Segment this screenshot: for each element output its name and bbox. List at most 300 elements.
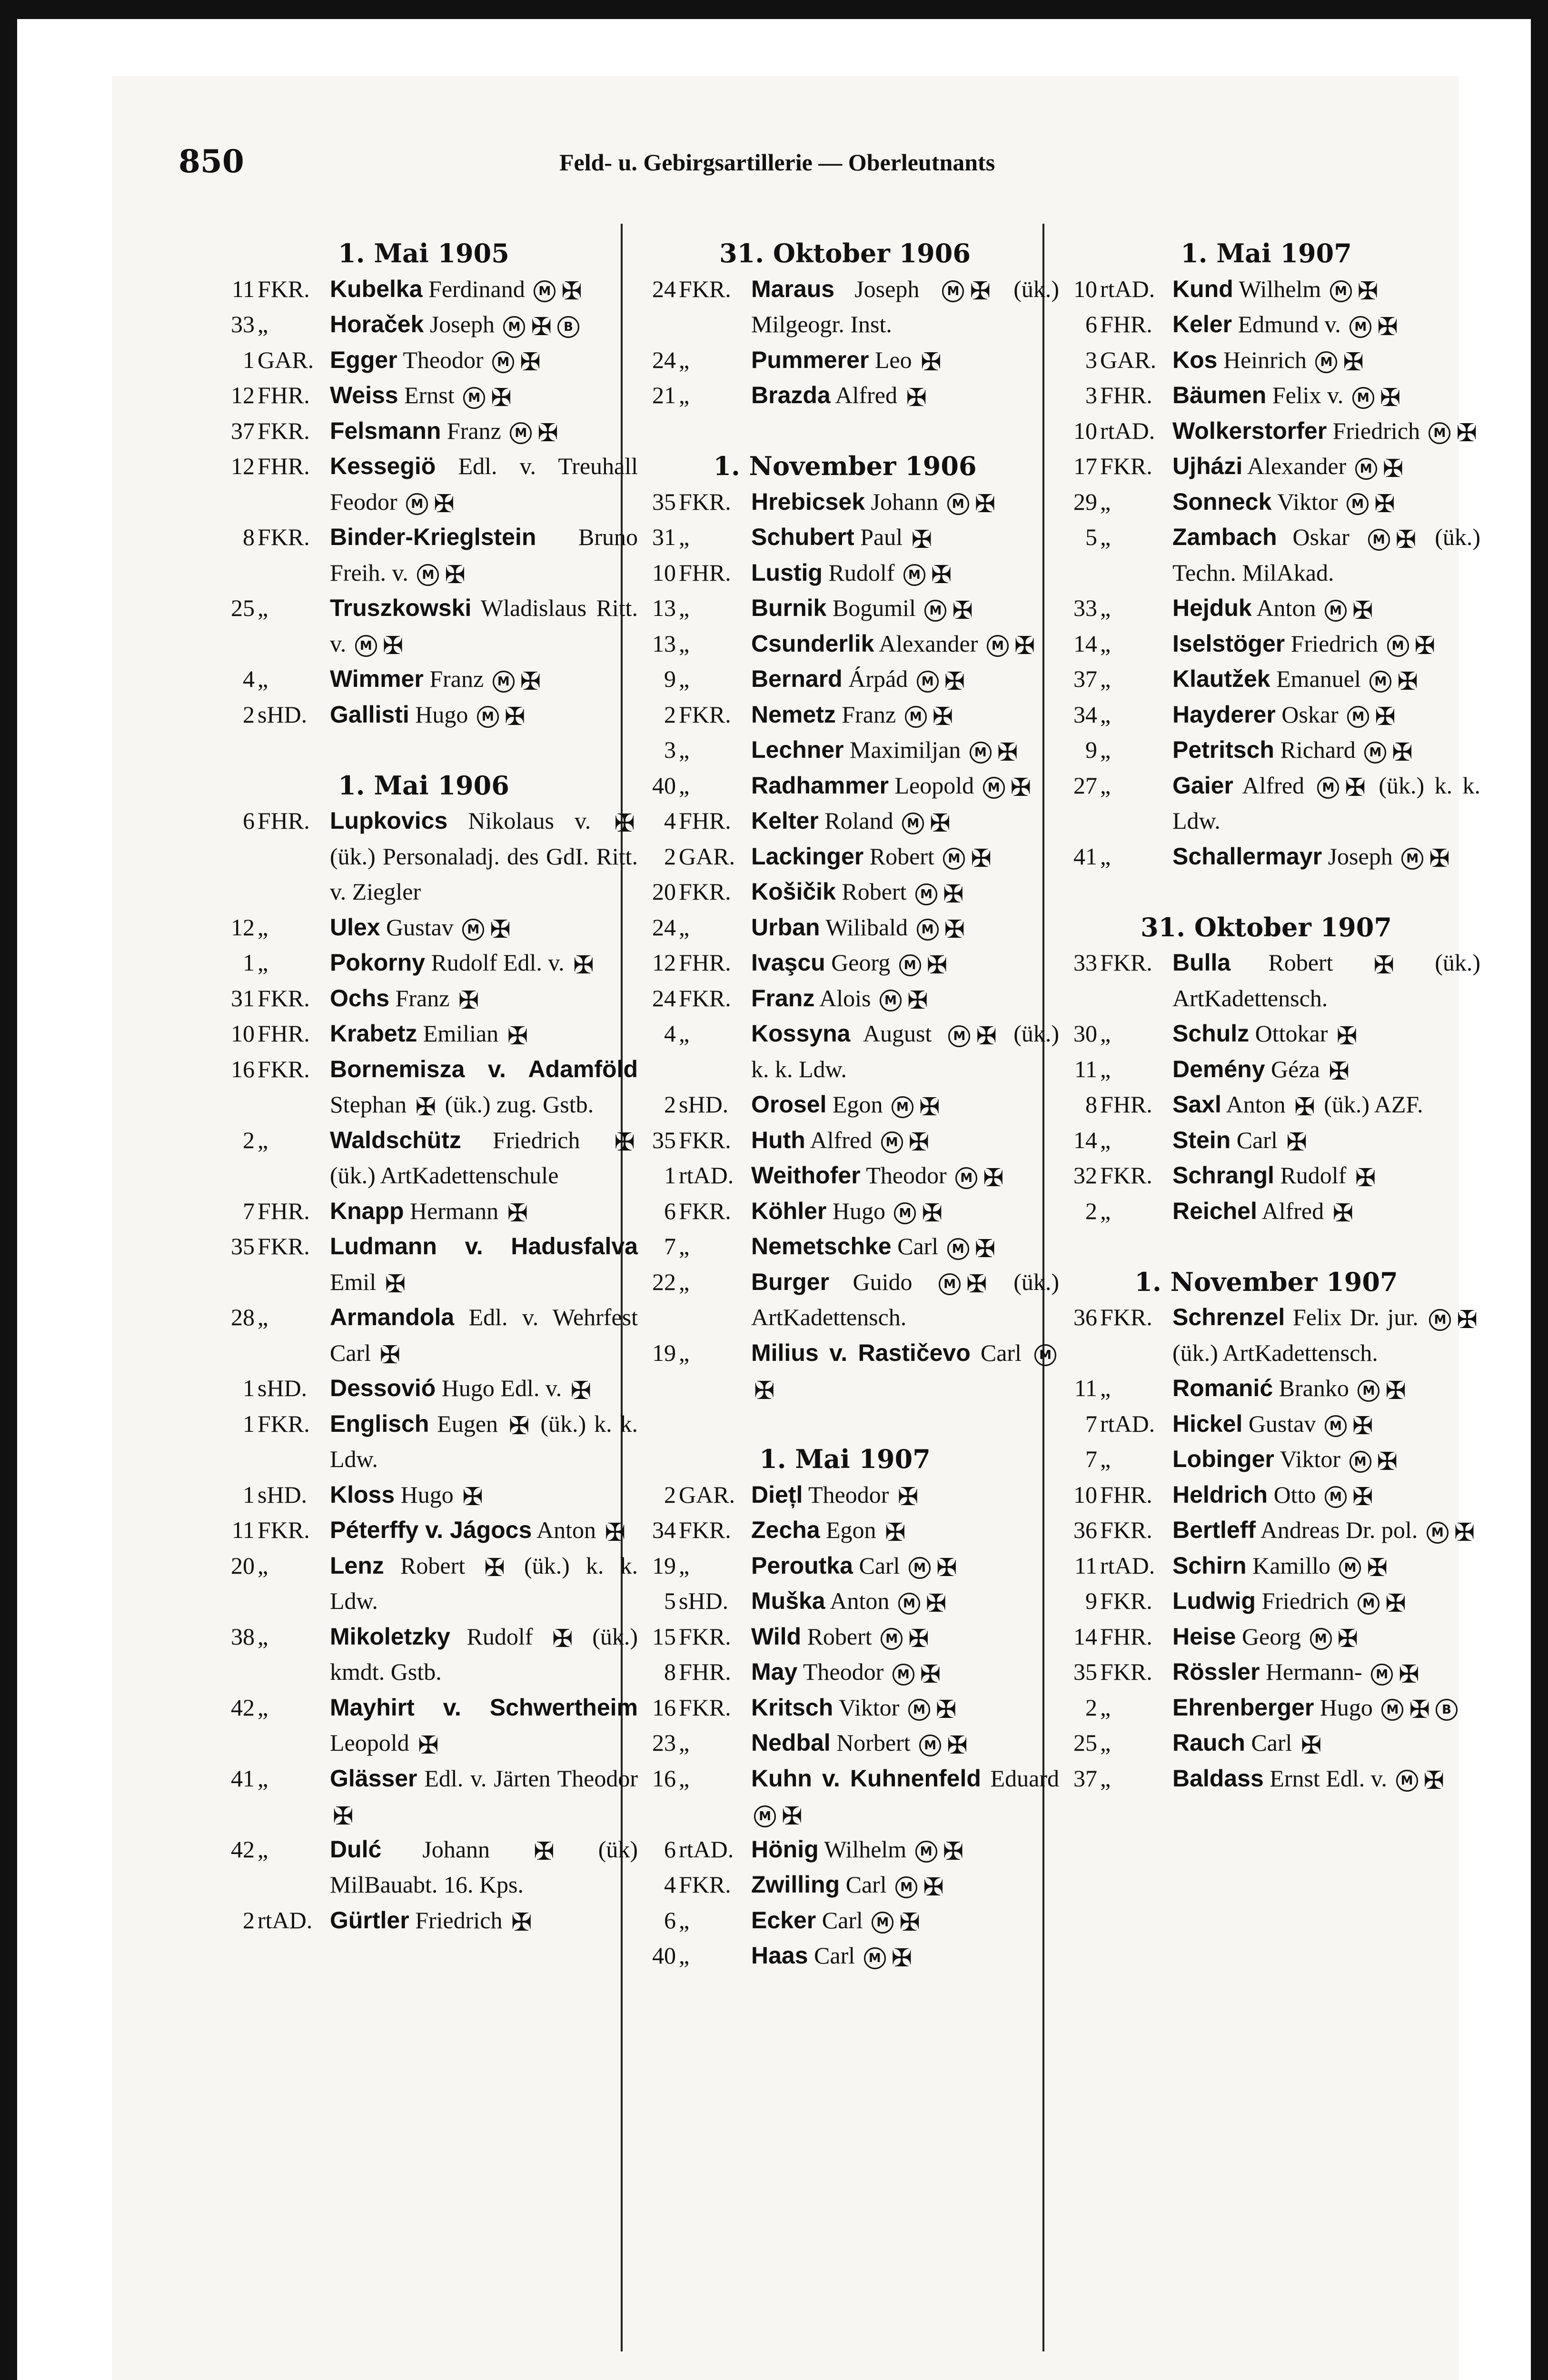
roster-entry: [1052, 1690, 1480, 1726]
entry-unit-number: [209, 271, 331, 307]
entry-text: [751, 910, 1059, 945]
roster-entry: [631, 1264, 1059, 1335]
cross-decoration-icon: ✠: [936, 1554, 957, 1583]
unit-abbrev: FHR.: [679, 949, 731, 976]
unit-abbrev: FHR.: [1100, 311, 1152, 337]
entry-text: [330, 1761, 638, 1832]
entry-text: [1172, 1761, 1480, 1796]
officer-surname: Iselstöger: [1172, 630, 1285, 657]
unit-abbrev: „: [679, 1765, 690, 1792]
cross-decoration-icon: ✠: [1379, 383, 1401, 412]
entry-unit-number: [1052, 413, 1173, 449]
roster-entry: [209, 271, 638, 307]
roster-entry: [209, 519, 638, 590]
officer-given-name: Andreas Dr. pol.: [1260, 1517, 1418, 1543]
officer-given-name: Anton: [1256, 595, 1316, 621]
entry-text: [330, 307, 638, 342]
entry-text: [330, 271, 638, 307]
officer-given-name: Árpád: [848, 665, 908, 692]
regiment-number: 33: [1073, 595, 1097, 621]
entry-text: [1172, 1299, 1480, 1370]
roster-entry: [1052, 1087, 1480, 1122]
entry-unit-number: [1052, 271, 1173, 307]
cross-decoration-icon: ✠: [1392, 738, 1413, 767]
officer-given-name: Wilibald: [825, 913, 908, 941]
officer-given-name: Carl: [845, 1871, 887, 1898]
officer-surname: Mayhirt v. Schwertheim: [330, 1694, 638, 1721]
entry-unit-number: [631, 1477, 752, 1513]
regiment-number: 10: [1073, 1481, 1097, 1508]
unit-abbrev: „: [1100, 772, 1111, 799]
regiment-number: 5: [1085, 524, 1097, 550]
unit-abbrev: sHD.: [258, 701, 308, 728]
medal-decoration-icon: M: [1401, 848, 1423, 870]
officer-given-name: Edmund v.: [1238, 311, 1341, 337]
entry-text: [330, 1016, 638, 1051]
entry-unit-number: [631, 697, 752, 733]
unit-abbrev: FKR.: [1100, 949, 1152, 976]
entry-unit-number: [631, 1903, 752, 1938]
roster-entry: [209, 307, 638, 342]
section-date: 1. Mai 1907: [759, 1444, 931, 1474]
roster-entry: [1052, 413, 1480, 449]
officer-surname: Gürtler: [330, 1906, 409, 1934]
entry-unit-number: [1052, 1548, 1173, 1584]
cross-decoration-icon: ✠: [415, 1092, 437, 1121]
medal-decoration-icon: M: [1034, 1344, 1056, 1366]
entry-text: [1172, 484, 1480, 520]
officer-surname: Sonneck: [1172, 488, 1272, 515]
medal-decoration-icon: M: [1429, 1309, 1451, 1331]
roster-entry: [209, 1761, 638, 1832]
cross-decoration-icon: ✠: [906, 383, 927, 412]
cross-decoration-icon: ✠: [333, 1802, 354, 1831]
regiment-number: 37: [1073, 1765, 1097, 1792]
officer-given-name: Ernst: [404, 382, 455, 408]
regiment-number: 13: [652, 630, 676, 657]
regiment-number: 9: [1085, 1587, 1097, 1614]
roster-entry: [1052, 1654, 1480, 1690]
entry-unit-number: [631, 1512, 752, 1548]
entry-unit-number: [631, 555, 752, 591]
entry-text: [1172, 839, 1480, 874]
officer-given-name: Maximiljan: [850, 736, 961, 763]
regiment-number: 10: [231, 1020, 255, 1047]
regiment-number: 14: [1073, 630, 1097, 657]
cross-decoration-icon: ✠: [947, 1731, 968, 1760]
regiment-number: 29: [1073, 488, 1097, 515]
entry-text: [330, 413, 638, 449]
entry-text: [751, 1725, 1059, 1761]
unit-abbrev: „: [258, 949, 268, 976]
unit-abbrev: sHD.: [679, 1587, 729, 1614]
regiment-number: 2: [664, 701, 676, 728]
entry-text: [751, 661, 1059, 697]
cross-decoration-icon: ✠: [930, 809, 951, 838]
officer-surname: Bornemisza v. Adamföld: [330, 1055, 638, 1082]
unit-abbrev: FHR.: [679, 559, 731, 586]
officer-given-name: Rudolf: [466, 1623, 533, 1650]
cross-decoration-icon: ✠: [379, 1341, 401, 1370]
cross-decoration-icon: ✠: [1352, 1412, 1373, 1441]
roster-entry: [209, 910, 638, 945]
entry-text: [1172, 1406, 1480, 1442]
officer-surname: Felsmann: [330, 417, 441, 444]
officer-given-name: Gustav: [386, 913, 454, 941]
cross-decoration-icon: ✠: [491, 383, 512, 412]
entry-unit-number: [209, 1122, 331, 1158]
entry-text: [1172, 1512, 1480, 1548]
assignment-note: (ük.) Techn. MilAkad.: [1172, 524, 1480, 586]
regiment-number: 3: [1085, 346, 1097, 373]
officer-surname: Milius v. Rastičevo: [751, 1339, 971, 1366]
entry-text: [751, 1087, 1059, 1122]
officer-surname: Köhler: [751, 1197, 827, 1224]
cross-decoration-icon: ✠: [614, 809, 635, 838]
officer-given-name: Stephan: [330, 1091, 407, 1118]
unit-abbrev: „: [258, 1623, 268, 1650]
officer-surname: Péterffy v. Jágocs: [330, 1517, 532, 1543]
assignment-note: (ük.) kmdt. Gstb.: [330, 1623, 638, 1685]
assignment-note: (ük.) Personaladj. des GdI. Ritt. v. Ziegler: [330, 843, 638, 905]
roster-entry: [631, 1619, 1059, 1655]
entry-text: [1172, 307, 1480, 342]
cross-decoration-icon: ✠: [943, 1837, 964, 1866]
roster-entry: [1052, 1406, 1480, 1442]
regiment-number: 15: [652, 1623, 676, 1650]
assignment-note: (ük.) AZF.: [1324, 1091, 1423, 1118]
unit-abbrev: rtAD.: [679, 1835, 734, 1863]
entry-unit-number: [1052, 1016, 1173, 1051]
unit-abbrev: FHR.: [258, 453, 310, 479]
roster-entry: [1052, 1299, 1480, 1370]
unit-abbrev: FHR.: [258, 1020, 310, 1047]
roster-entry: [209, 342, 638, 378]
entry-text: [1172, 1725, 1480, 1761]
roster-entry: [1052, 732, 1480, 768]
entry-unit-number: [1052, 1654, 1173, 1690]
roster-entry: [209, 590, 638, 661]
officer-given-name: Wladislaus Ritt. v.: [330, 595, 638, 657]
officer-given-name: Eugen: [437, 1410, 498, 1437]
regiment-number: 2: [664, 1481, 676, 1508]
officer-surname: Peroutka: [751, 1552, 853, 1579]
assignment-note: (ük.) ArtKadettensch.: [1172, 949, 1481, 1012]
roster-entry: [631, 1725, 1059, 1761]
officer-given-name: Joseph: [1328, 843, 1393, 870]
medal-decoration-icon: M: [477, 706, 499, 728]
cross-decoration-icon: ✠: [944, 667, 965, 696]
entry-text: [1172, 1477, 1480, 1513]
bronze-decoration-icon: B: [557, 316, 579, 338]
roster-entry: [1052, 1583, 1480, 1619]
entry-text: [1172, 1619, 1480, 1655]
unit-abbrev: sHD.: [258, 1375, 308, 1401]
officer-surname: Dessovió: [330, 1375, 436, 1401]
roster-entry: [1052, 1761, 1480, 1796]
entry-unit-number: [209, 1619, 331, 1655]
entry-unit-number: [1052, 1370, 1173, 1406]
regiment-number: 33: [1073, 949, 1097, 976]
roster-entry: [631, 271, 1059, 342]
officer-given-name: Leopold: [894, 772, 974, 799]
officer-given-name: Otto: [1273, 1481, 1316, 1508]
officer-given-name: Hermann-: [1265, 1658, 1362, 1685]
entry-unit-number: [1052, 1477, 1173, 1513]
regiment-number: 20: [652, 878, 676, 905]
entry-unit-number: [631, 1938, 752, 1973]
officer-given-name: Franz: [395, 984, 450, 1012]
officer-given-name: Carl: [814, 1942, 855, 1969]
officer-given-name: Georg: [831, 949, 891, 976]
cross-decoration-icon: ✠: [1385, 1376, 1406, 1405]
officer-given-name: Friedrich: [1261, 1587, 1349, 1614]
officer-surname: Schulz: [1172, 1020, 1250, 1047]
entry-unit-number: [631, 803, 752, 839]
regiment-number: 28: [231, 1304, 255, 1330]
cross-decoration-icon: ✠: [974, 490, 996, 519]
column-3: [1052, 236, 1480, 1796]
cross-decoration-icon: ✠: [897, 1483, 919, 1512]
entry-text: [751, 1016, 1059, 1087]
entry-text: [1172, 1548, 1480, 1584]
entry-unit-number: [1052, 448, 1173, 484]
entry-unit-number: [1052, 519, 1173, 555]
officer-surname: Krabetz: [330, 1020, 417, 1047]
entry-text: [330, 945, 638, 981]
unit-abbrev: „: [1100, 1020, 1111, 1047]
medal-decoration-icon: M: [902, 813, 924, 834]
cross-decoration-icon: ✠: [1374, 490, 1395, 519]
unit-abbrev: FHR.: [1100, 1091, 1152, 1118]
officer-surname: Lupkovics: [330, 807, 448, 834]
roster-entry: [1052, 1193, 1480, 1229]
officer-given-name: Viktor: [838, 1694, 900, 1721]
assignment-note: (ük.) k. k. Ldw.: [330, 1552, 638, 1614]
cross-decoration-icon: ✠: [891, 1944, 913, 1973]
officer-given-name: Norbert: [836, 1729, 911, 1756]
cross-decoration-icon: ✠: [1397, 667, 1418, 696]
officer-surname: Kubelka: [330, 275, 423, 302]
officer-surname: Radhammer: [751, 772, 889, 799]
regiment-number: 16: [652, 1694, 676, 1721]
officer-surname: Stein: [1172, 1126, 1231, 1153]
officer-given-name: Felix v.: [1272, 382, 1344, 408]
roster-entry: [1052, 1370, 1480, 1406]
entry-text: [1172, 1583, 1480, 1619]
roster-entry: [209, 1512, 638, 1548]
entry-text: [751, 1583, 1059, 1619]
entry-text: [751, 945, 1059, 981]
officer-given-name: Eduard: [990, 1765, 1060, 1792]
officer-given-name: Rudolf: [828, 559, 895, 586]
unit-abbrev: FKR.: [1100, 1162, 1152, 1189]
medal-decoration-icon: M: [534, 280, 556, 302]
roster-entry: [631, 377, 1059, 413]
cross-decoration-icon: ✠: [458, 986, 479, 1015]
officer-surname: Zwilling: [751, 1871, 840, 1898]
officer-given-name: Heinrich: [1223, 346, 1307, 373]
roster-entry: [631, 1867, 1059, 1903]
cross-decoration-icon: ✠: [1456, 419, 1478, 448]
entry-unit-number: [209, 1690, 331, 1726]
roster-entry: [631, 1903, 1059, 1938]
unit-abbrev: „: [1100, 1446, 1111, 1472]
officer-given-name: Emilian: [423, 1020, 499, 1047]
entry-text: [330, 1548, 638, 1619]
medal-decoration-icon: M: [1368, 529, 1390, 551]
unit-abbrev: „: [679, 1020, 690, 1047]
officer-surname: Mikoletzky: [330, 1623, 450, 1650]
roster-entry: [1052, 1158, 1480, 1193]
officer-given-name: Carl: [980, 1339, 1022, 1366]
entry-text: [330, 1832, 638, 1903]
entry-text: [751, 768, 1059, 803]
section-date: 31. Oktober 1907: [1141, 912, 1392, 942]
cross-decoration-icon: ✠: [911, 525, 933, 554]
cross-decoration-icon: ✠: [1454, 1518, 1475, 1547]
medal-decoration-icon: M: [510, 422, 532, 444]
entry-unit-number: [209, 1016, 331, 1051]
roster-entry: [1052, 1725, 1480, 1761]
unit-abbrev: FKR.: [679, 1694, 731, 1721]
officer-surname: Haas: [751, 1942, 808, 1969]
unit-abbrev: GAR.: [679, 1481, 735, 1508]
officer-surname: Egger: [330, 346, 397, 373]
roster-entry: [209, 1122, 638, 1193]
roster-entry: [209, 1193, 638, 1229]
medal-decoration-icon: M: [864, 1947, 886, 1969]
roster-entry: [209, 1619, 638, 1690]
officer-surname: Schirn: [1172, 1552, 1247, 1579]
medal-decoration-icon: M: [898, 1593, 920, 1615]
entry-text: [330, 448, 638, 519]
roster-entry: [209, 1299, 638, 1370]
regiment-number: 4: [664, 1020, 676, 1047]
officer-surname: Kelter: [751, 807, 819, 834]
entry-text: [751, 1619, 1059, 1655]
regiment-number: 36: [1073, 1304, 1097, 1330]
medal-decoration-icon: M: [1347, 706, 1369, 728]
cross-decoration-icon: ✠: [520, 348, 541, 377]
cross-decoration-icon: ✠: [1352, 596, 1373, 625]
scan-edge-right: [1531, 0, 1548, 2380]
cross-decoration-icon: ✠: [552, 1625, 573, 1654]
unit-abbrev: FKR.: [258, 1517, 310, 1543]
officer-surname: Weiss: [330, 382, 398, 408]
roster-entry: [631, 1583, 1059, 1619]
entry-unit-number: [209, 981, 331, 1016]
roster-entry: [209, 1051, 638, 1122]
officer-surname: Keler: [1172, 311, 1232, 337]
cross-decoration-icon: ✠: [920, 1660, 941, 1689]
unit-abbrev: FKR.: [679, 275, 731, 302]
officer-given-name: Ottokar: [1255, 1020, 1328, 1047]
unit-abbrev: „: [1100, 665, 1111, 692]
roster-entry: [631, 768, 1059, 803]
entry-unit-number: [209, 803, 331, 839]
regiment-number: 10: [1073, 275, 1097, 302]
unit-abbrev: „: [258, 913, 268, 941]
regiment-number: 2: [1085, 1694, 1097, 1721]
cross-decoration-icon: ✠: [573, 951, 594, 980]
entry-text: [751, 1903, 1059, 1938]
officer-surname: Lustig: [751, 559, 823, 586]
entry-text: [1172, 377, 1480, 413]
officer-given-name: Robert: [869, 843, 934, 870]
entry-text: [1172, 1016, 1480, 1051]
officer-surname: Kessegiö: [330, 453, 436, 479]
entry-text: [751, 1122, 1059, 1158]
entry-unit-number: [631, 1264, 752, 1300]
roster-entry: [209, 1477, 638, 1513]
officer-given-name: Theodor: [866, 1162, 947, 1189]
entry-unit-number: [631, 874, 752, 910]
cross-decoration-icon: ✠: [899, 1908, 920, 1937]
regiment-number: 34: [652, 1517, 676, 1543]
cross-decoration-icon: ✠: [1332, 1199, 1354, 1228]
entry-text: [1172, 1441, 1480, 1477]
unit-abbrev: „: [679, 1906, 690, 1934]
cross-decoration-icon: ✠: [490, 915, 511, 944]
cross-decoration-icon: ✠: [1294, 1092, 1315, 1121]
officer-surname: Hayderer: [1172, 701, 1276, 728]
officer-surname: Pokorny: [330, 949, 426, 976]
officer-surname: Schrenzel: [1172, 1304, 1285, 1330]
officer-given-name: Guido: [853, 1268, 913, 1295]
unit-abbrev: FKR.: [679, 1871, 731, 1898]
officer-given-name: Egon: [826, 1517, 876, 1543]
entry-unit-number: [1052, 1512, 1173, 1548]
medal-decoration-icon: M: [895, 1876, 917, 1898]
entry-unit-number: [209, 1512, 331, 1548]
regiment-number: 12: [652, 949, 676, 976]
roster-entry: [631, 484, 1059, 520]
entry-unit-number: [1052, 626, 1173, 662]
unit-abbrev: „: [1100, 630, 1111, 657]
officer-given-name: Hugo: [1320, 1694, 1373, 1721]
regiment-number: 37: [1073, 665, 1097, 692]
entry-text: [751, 1690, 1059, 1726]
regiment-number: 10: [652, 559, 676, 586]
medal-decoration-icon: M: [1317, 777, 1339, 799]
officer-given-name: Robert: [400, 1552, 466, 1579]
cross-decoration-icon: ✠: [418, 1731, 439, 1760]
roster-entry: [1052, 448, 1480, 484]
officer-given-name: Friedrich: [1290, 630, 1378, 657]
entry-unit-number: [631, 910, 752, 945]
entry-text: [1172, 342, 1480, 378]
officer-surname: Maraus: [751, 275, 835, 302]
unit-abbrev: FKR.: [258, 275, 310, 302]
officer-given-name: Rudolf: [1280, 1162, 1347, 1189]
medal-decoration-icon: M: [1358, 1593, 1379, 1615]
roster-entry: [631, 1938, 1059, 1973]
officer-given-name: Bruno Freih. v.: [330, 524, 638, 586]
cross-decoration-icon: ✠: [976, 1021, 997, 1051]
regiment-number: 9: [664, 665, 676, 692]
cross-decoration-icon: ✠: [1395, 525, 1417, 554]
officer-surname: Demény: [1172, 1055, 1265, 1082]
officer-given-name: Edl. v. Treuhall Feodor: [330, 453, 638, 515]
unit-abbrev: FHR.: [1100, 1481, 1152, 1508]
cross-decoration-icon: ✠: [943, 880, 964, 909]
entry-text: [330, 1477, 638, 1513]
medal-decoration-icon: M: [1364, 742, 1386, 764]
entry-text: [1172, 519, 1480, 590]
cross-decoration-icon: ✠: [507, 1021, 528, 1051]
officer-given-name: Hermann: [410, 1197, 499, 1224]
